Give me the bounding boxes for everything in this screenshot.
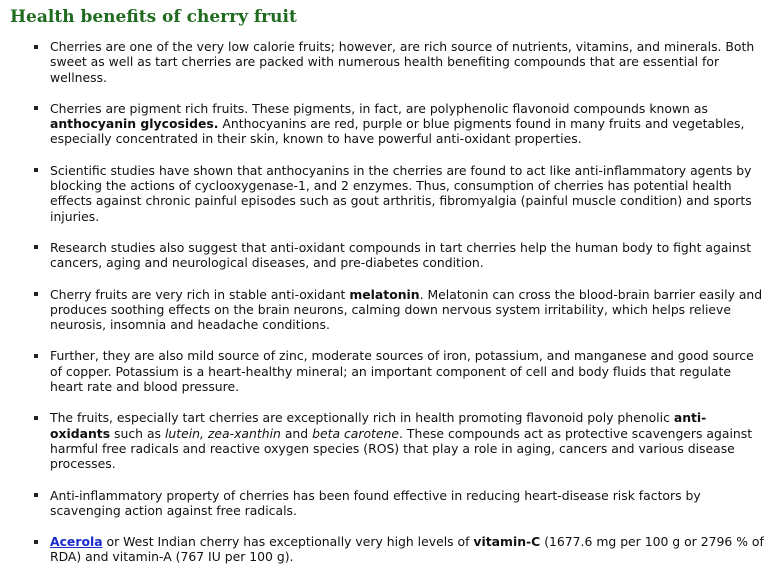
list-item [28,240,766,271]
list-item [28,101,766,147]
text: . Melatonin can cross the blood-brain barrier easily and produces soothing effects on the brain neurons, calming down nervous system irritability, which helps relieve neurosis, insomnia and headache conditions. [50,286,763,333]
text: Cherries are pigment rich fruits. These pigments, in fact, are polyphenolic flavonoid compounds known as [50,100,708,116]
list-item [28,163,766,224]
text: and [280,425,313,441]
text: Scientific studies have shown that anthocyanins in the cherries are found to act like anti-inflammatory agents by blocking the actions of cyclooxygenase-1, and 2 enzymes. Thus, consumption of cherries has potential health effects against chronic painful episodes such as gout arthritis, fibromyalgia (painful muscle condition) and sports injuries. [50,162,752,224]
text: . These compounds act as protective scavengers against harmful free radicals and reactive oxygen species (ROS) that play a role in aging, cancers and various disease processes. [50,425,753,472]
bold-text: anthocyanin glycosides. [50,116,219,132]
list-item [28,39,766,85]
list-item [28,287,766,333]
list-item [28,488,766,519]
bullet-icon [34,245,38,249]
italic-text: beta carotene [312,425,400,441]
text: or West Indian cherry has exceptionally very high levels of [102,534,474,550]
bullet-icon [34,168,38,172]
bullet-icon [34,354,38,358]
text: Cherries are one of the very low calorie fruits; however, are rich source of nutrients, vitamins, and minerals. Both sweet as well as tart cherries are packed with numerous health benefiting compounds that are essential for wellness. [50,39,755,85]
list-item [28,410,766,471]
bold-text: vitamin-C [473,534,541,550]
text: Research studies also suggest that anti-oxidant compounds in tart cherries help the human body to fight against cancers, aging and neurological diseases, and pre-diabetes condition. [50,239,752,271]
bullet-icon [34,493,38,497]
text: Further, they are also mild source of zinc, moderate sources of iron, potassium, and manganese and good source of copper. Potassium is a heart-healthy mineral; an important component of cell and body fluids that regulate heart rate and blood pressure. [50,348,754,395]
bullet-icon [34,416,38,420]
text: The fruits, especially tart cherries are exceptionally rich in health promoting flavonoid poly phenolic [50,410,674,426]
text: (1677.6 mg per 100 g or 2796 % of RDA) and vitamin-A (767 IU per 100 g). [50,534,764,565]
list-item [28,534,766,565]
benefits-list [10,39,764,565]
acerola-link[interactable]: Acerola [50,534,103,550]
bullet-icon [34,540,38,544]
bullet-icon [34,45,38,49]
page-title: Health benefits of cherry fruit [10,7,297,27]
bullet-icon [34,292,38,296]
text: such as [110,425,165,441]
bullet-icon [34,106,38,110]
text: Anti-inflammatory property of cherries has been found effective in reducing heart-disease risk factors by scavenging action against free radicals. [50,487,701,518]
text: Anthocyanins are red, purple or blue pigments found in many fruits and vegetables, especially concentrated in their skin, known to have powerful anti-oxidant properties. [50,116,745,147]
list-item [28,348,766,394]
text: Cherry fruits are very rich in stable anti-oxidant [50,286,350,302]
italic-text: lutein, zea-xanthin [164,425,281,441]
bold-text: anti-oxidants [50,410,707,441]
bold-text: melatonin [349,286,420,302]
